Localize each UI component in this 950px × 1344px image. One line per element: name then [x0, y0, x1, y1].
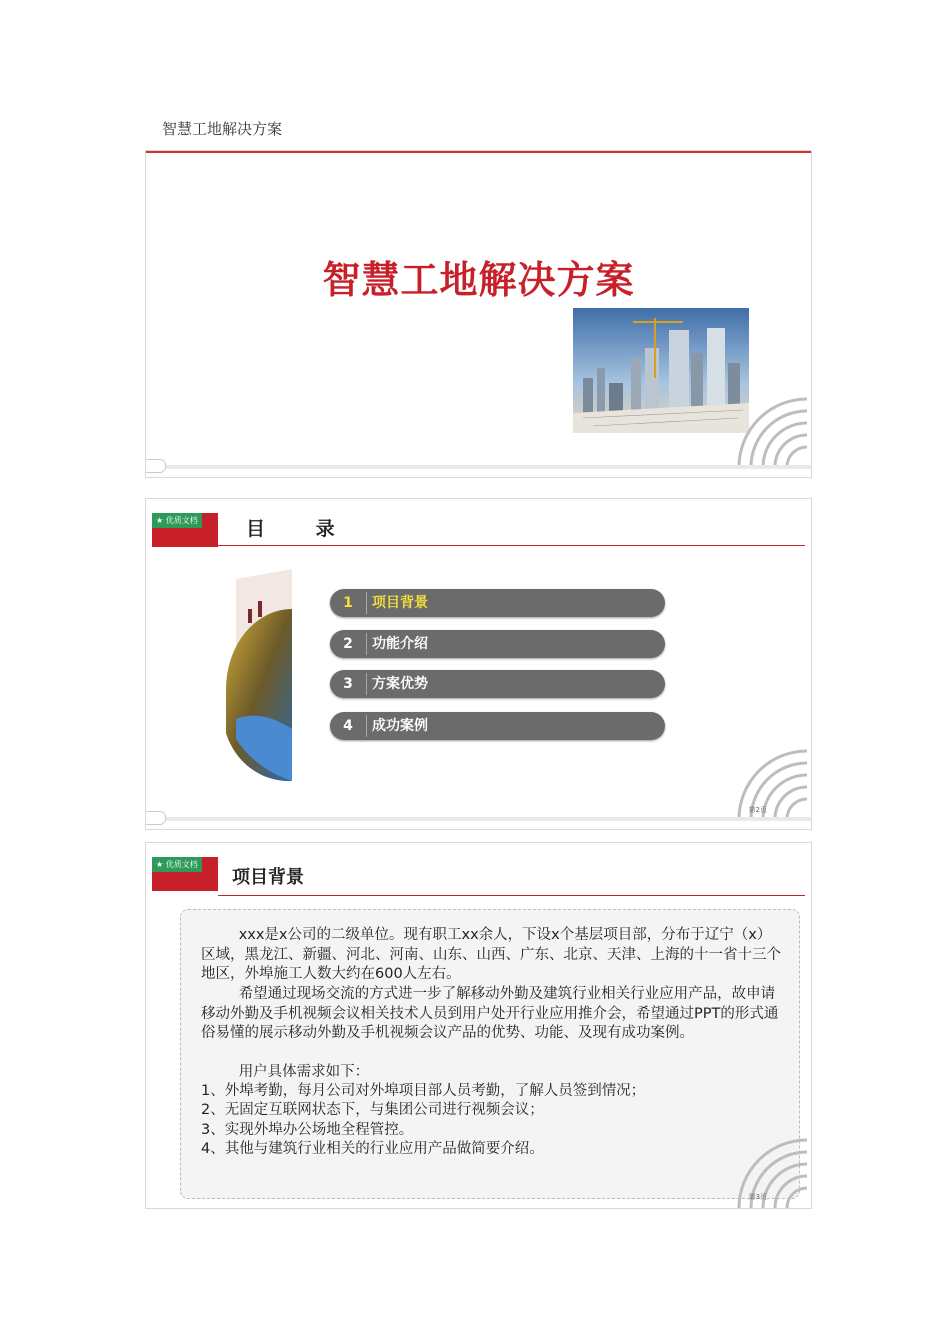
slide-contents	[145, 498, 812, 830]
contents-item-number: 3	[343, 676, 353, 692]
contents-item-number: 2	[343, 636, 353, 652]
globe-image	[226, 569, 292, 781]
need-item: 2、无固定互联网状态下，与集团公司进行视频会议；	[201, 1102, 544, 1118]
slide-bottom-tab	[145, 459, 166, 473]
contents-item-2[interactable]	[330, 630, 665, 658]
contents-item-3[interactable]	[330, 670, 665, 698]
background-heading: 项目背景	[232, 867, 304, 888]
contents-item-label: 功能介绍	[372, 636, 428, 652]
need-item: 1、外埠考勤，每月公司对外埠项目部人员考勤，了解人员签到情况；	[201, 1083, 646, 1099]
contents-item-1[interactable]	[330, 589, 665, 617]
slide-top-line	[146, 151, 811, 153]
item-divider	[366, 592, 367, 614]
slide-bottom-bar	[146, 465, 811, 469]
purpose-paragraph: 希望通过现场交流的方式进一步了解移动外勤及建筑行业相关行业应用产品，故申请移动外勤及手机视频会议相关技术人员到用户处开行业应用推介会，希望通过PPT的形式通俗易懂的展示移动外勤及手机视频会议产品的优势、功能、及现有成功案例。	[201, 986, 779, 1041]
contents-heading: 目 录	[246, 518, 357, 540]
page-number: 第3页	[748, 1193, 767, 1201]
heading-rule	[218, 545, 805, 546]
item-divider	[366, 633, 367, 655]
contents-item-label: 项目背景	[372, 595, 428, 611]
slide-cover	[145, 150, 812, 478]
document-title: 智慧工地解决方案	[162, 120, 283, 138]
need-item: 4、其他与建筑行业相关的行业应用产品做简要介绍。	[201, 1141, 544, 1157]
contents-item-number: 1	[343, 595, 353, 611]
page-number: 第2页	[748, 806, 767, 814]
quality-badge	[152, 513, 218, 547]
slide-bottom-tab	[145, 811, 166, 825]
slide-bottom-bar	[146, 817, 811, 821]
swirl-decoration	[721, 381, 807, 467]
need-item: 3、实现外埠办公场地全程管控。	[201, 1122, 414, 1138]
background-text-box	[180, 909, 800, 1199]
cover-title: 智慧工地解决方案	[322, 258, 635, 302]
contents-item-number: 4	[343, 718, 353, 734]
contents-item-4[interactable]	[330, 712, 665, 740]
badge-label: ★ 优质文档	[152, 513, 202, 528]
item-divider	[366, 673, 367, 695]
heading-rule	[218, 895, 805, 896]
item-divider	[366, 715, 367, 737]
needs-intro: 用户具体需求如下：	[238, 1064, 370, 1080]
intro-paragraph: xxx是x公司的二级单位。现有职工xx余人，下设x个基层项目部，分布于辽宁（x）区域，黑龙江、新疆、河北、河南、山东、山西、广东、北京、天津、上海的十一省十三个地区，外埠施工人数大约在600人左右。	[201, 927, 781, 982]
contents-item-label: 方案优势	[372, 676, 428, 692]
badge-label: ★ 优质文档	[152, 857, 202, 872]
slide-background	[145, 842, 812, 1209]
contents-item-label: 成功案例	[372, 718, 428, 734]
quality-badge	[152, 857, 218, 891]
